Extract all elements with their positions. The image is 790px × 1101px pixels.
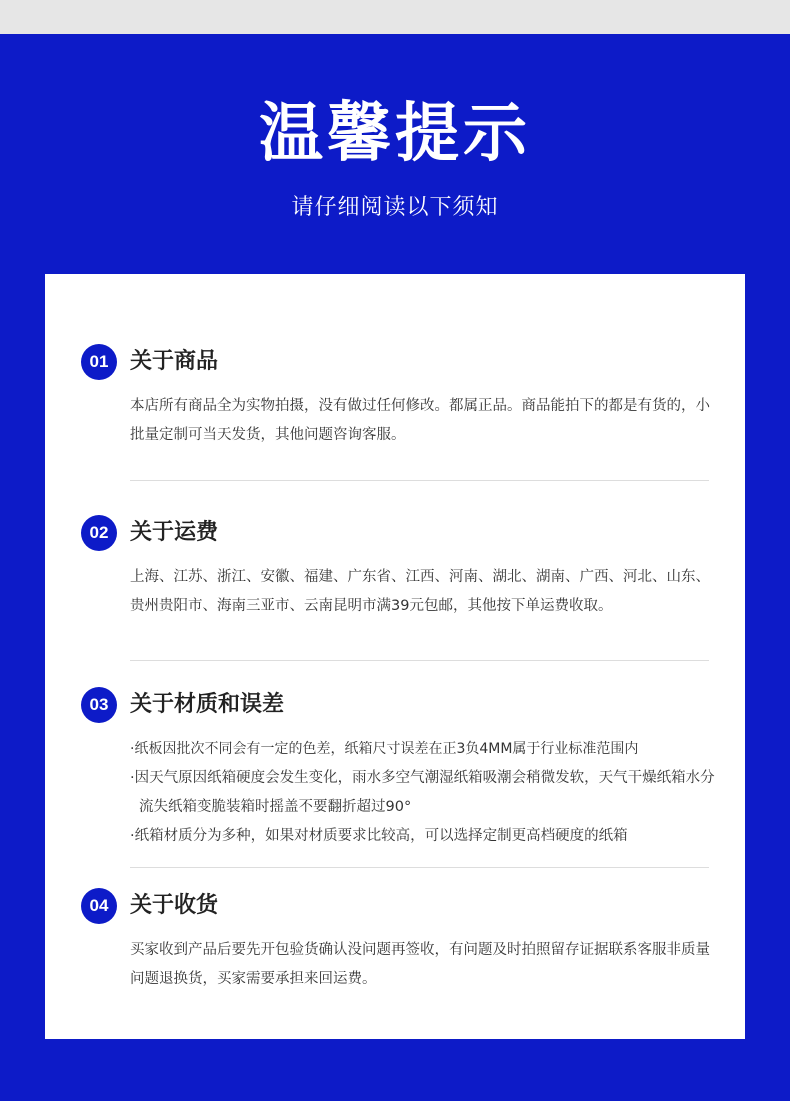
- section-body: [130, 735, 722, 851]
- divider: [130, 660, 709, 661]
- section-paragraph: 买家收到产品后要先开包验货确认没问题再签收，有问题及时拍照留存证据联系客服非质量问题退换货，买家需要承担来回运费。: [130, 942, 710, 987]
- bullet-item: ·因天气原因纸箱硬度会发生变化，雨水多空气潮湿纸箱吸潮会稍微发软，天气干燥纸箱水分流失纸箱变脆装箱时摇盖不要翻折超过90°: [130, 770, 715, 815]
- top-strip: [0, 0, 790, 34]
- section-paragraph: 本店所有商品全为实物拍摄，没有做过任何修改。都属正品。商品能拍下的都是有货的，小批量定制可当天发货，其他问题咨询客服。: [130, 398, 710, 443]
- bullet-item: ·纸板因批次不同会有一定的色差，纸箱尺寸误差在正3负4MM属于行业标准范围内: [130, 741, 639, 757]
- section-title: 关于运费: [130, 520, 219, 545]
- section-number-badge: 04: [81, 888, 117, 924]
- section-number-badge: 01: [81, 344, 117, 380]
- notice-card: [45, 274, 745, 1039]
- section-product: [81, 344, 709, 450]
- page-subtitle: 请仔细阅读以下须知: [291, 195, 499, 220]
- section-material: [81, 687, 715, 851]
- section-number-badge: 02: [81, 515, 117, 551]
- section-number-badge: 03: [81, 687, 117, 723]
- section-title: 关于材质和误差: [130, 692, 285, 717]
- section-receiving: [81, 888, 709, 994]
- page-title: 温馨提示: [259, 97, 531, 171]
- section-header: [81, 344, 709, 380]
- section-body: [130, 936, 722, 994]
- section-body: [130, 392, 722, 450]
- section-shipping: [81, 515, 709, 621]
- bullet-item: ·纸箱材质分为多种，如果对材质要求比较高，可以选择定制更高档硬度的纸箱: [130, 828, 628, 844]
- section-title: 关于收货: [130, 893, 219, 918]
- section-header: [81, 515, 709, 551]
- divider: [130, 867, 709, 868]
- section-body: [130, 563, 722, 621]
- section-title: 关于商品: [130, 349, 219, 374]
- section-header: [81, 687, 709, 723]
- section-paragraph: 上海、江苏、浙江、安徽、福建、广东省、江西、河南、湖北、湖南、广西、河北、山东、贵州贵阳市、海南三亚市、云南昆明市满39元包邮，其他按下单运费收取。: [130, 569, 710, 614]
- divider: [130, 480, 709, 481]
- section-header: [81, 888, 709, 924]
